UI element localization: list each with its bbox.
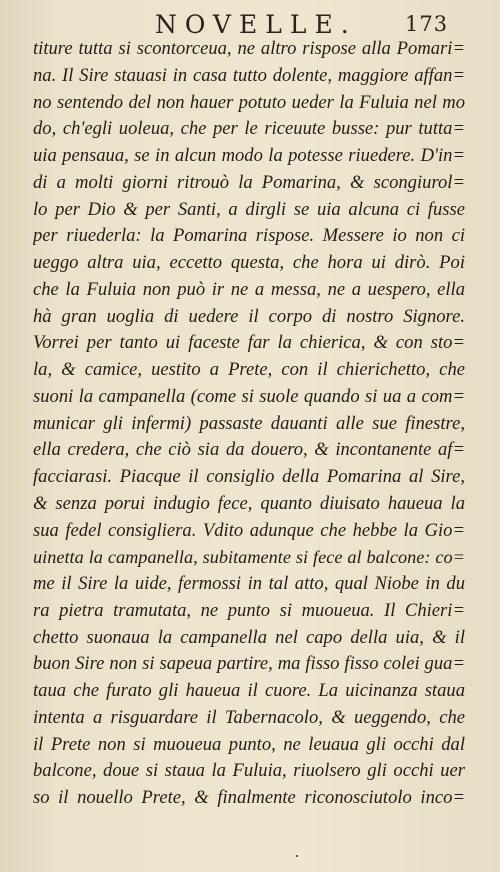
text-line: na. Il Sire stauasi in casa tutto dolente, maggiore affan= <box>33 64 465 86</box>
text-line: per riuederla: la Pomarina rispose. Messere io non ci <box>33 225 465 247</box>
text-line: intenta a risguardare il Tabernacolo, & ueggendo, che <box>33 706 465 728</box>
text-line: hà gran uoglia di uedere il corpo di nostro Signore. <box>33 305 465 327</box>
text-line: chetto suonaua la campanella nel capo della uia, & il <box>33 626 465 648</box>
text-line: so il nouello Prete, & finalmente riconosciutolo inco= <box>33 787 465 808</box>
page-number: 173 <box>405 12 449 36</box>
text-line: balcone, doue si staua la Fuluia, riuolsero gli occhi uer <box>33 760 465 782</box>
text-line: sua fedel consigliera. Vdito adunque che hebbe la Gio= <box>33 519 465 541</box>
body-text <box>33 36 465 812</box>
text-line: suoni la campanella (come si suole quando si ua a com= <box>33 385 465 407</box>
text-line: ella credera, che ciò sia da douero, & incontanente af= <box>33 439 465 461</box>
text-line: di a molti giorni ritrouò la Pomarina, & scongiurol= <box>33 171 465 193</box>
text-line: la, & camice, uestito a Prete, con il chierichetto, che <box>33 359 465 380</box>
text-line: Vorrei per tanto ui faceste far la chierica, & con sto= <box>33 332 465 354</box>
running-title: NOVELLE. <box>155 10 357 39</box>
text-line: che la Fuluia non può ir ne a messa, ne a uespero, ella <box>33 278 465 300</box>
text-line: ra pietra tramutata, ne punto si muoueua. Il Chieri= <box>33 599 465 621</box>
text-line: municar gli infermi) passaste dauanti alle sue finestre, <box>33 412 465 434</box>
text-line: do, ch'egli uoleua, che per le riceuute busse: pur tutta= <box>33 118 465 140</box>
text-line: lo per Dio & per Santi, a dirgli se uia alcuna ci fusse <box>33 198 465 220</box>
text-line: ueggo altra uia, eccetto questa, che hora ui dirò. Poi <box>33 252 465 273</box>
text-line: & senza porui indugio fece, quanto diuisato haueua la <box>33 492 465 514</box>
text-line: taua che furato gli haueua il cuore. La uicinanza staua <box>33 680 465 701</box>
text-line: me il Sire la uide, fermossi in tal atto, qual Niobe in du <box>33 573 465 594</box>
text-line: facciarasi. Piacque il consiglio della Pomarina al Sire, <box>33 466 465 487</box>
text-line: uinetta la campanella, subitamente si fece al balcone: co= <box>33 547 465 568</box>
text-line: no sentendo del non hauer potuto ueder la Fuluia nel mo <box>33 91 465 113</box>
text-line: il Prete non si muoueua punto, ne leuaua gli occhi dal <box>33 733 465 755</box>
ink-speck <box>296 855 298 857</box>
text-line: buon Sire non si sapeua partire, ma fisso fisso colei gua= <box>33 653 465 675</box>
text-line: titure tutta si scontorceua, ne altro rispose alla Pomari= <box>33 38 465 59</box>
text-line: uia pensaua, se in alcun modo la potesse riuedere. D'in= <box>33 145 465 166</box>
